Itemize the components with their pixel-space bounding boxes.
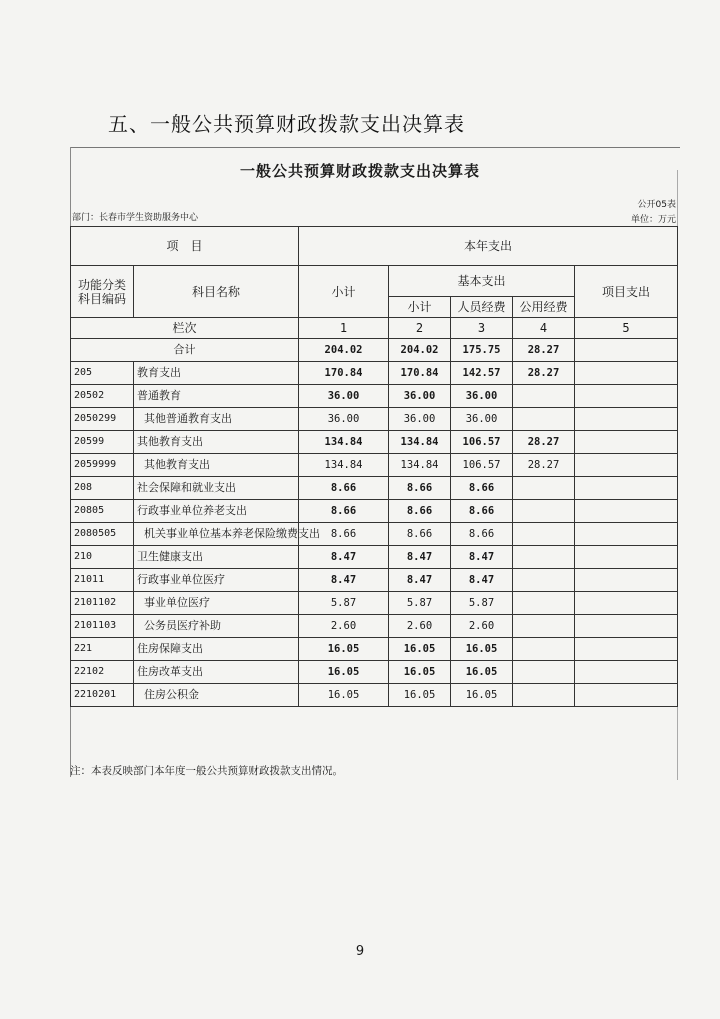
row-code: 21011: [71, 569, 134, 592]
row-value: 134.84: [299, 431, 389, 454]
row-code: 221: [71, 638, 134, 661]
header-item: 项 目: [71, 227, 299, 266]
row-value: 8.66: [451, 477, 513, 500]
table-row: [71, 661, 678, 684]
row-value: [575, 408, 678, 431]
unit-label: 单位：万元: [630, 215, 676, 225]
row-value: [513, 638, 575, 661]
row-value: 36.00: [451, 408, 513, 431]
table-row: [71, 385, 678, 408]
row-value: 36.00: [389, 408, 451, 431]
row-name: 事业单位医疗: [134, 592, 299, 615]
row-code: 205: [71, 362, 134, 385]
row-value: 28.27: [513, 362, 575, 385]
row-value: 142.57: [451, 362, 513, 385]
row-value: 8.66: [389, 500, 451, 523]
table-row: [71, 546, 678, 569]
table-row: [71, 362, 678, 385]
row-name: 卫生健康支出: [134, 546, 299, 569]
department-label: 部门：长春市学生资助服务中心: [72, 213, 199, 223]
total-value: [575, 339, 678, 362]
row-name: 行政事业单位医疗: [134, 569, 299, 592]
table-row: [71, 615, 678, 638]
row-value: [513, 523, 575, 546]
total-value: 204.02: [299, 339, 389, 362]
row-value: 16.05: [389, 684, 451, 707]
table-row: [71, 684, 678, 707]
row-value: 134.84: [389, 454, 451, 477]
row-value: 5.87: [451, 592, 513, 615]
row-value: [575, 661, 678, 684]
row-value: 2.60: [299, 615, 389, 638]
row-value: [575, 569, 678, 592]
row-value: 16.05: [451, 684, 513, 707]
row-code: 2080505: [71, 523, 134, 546]
table-title: 一般公共预算财政拨款支出决算表: [239, 162, 480, 180]
row-value: 106.57: [451, 431, 513, 454]
row-value: 16.05: [451, 661, 513, 684]
row-name: 其他教育支出: [134, 454, 299, 477]
table-row: [71, 592, 678, 615]
budget-table: [70, 226, 678, 707]
row-value: [575, 684, 678, 707]
row-value: 134.84: [389, 431, 451, 454]
row-value: [575, 477, 678, 500]
row-code: 20805: [71, 500, 134, 523]
row-name: 住房保障支出: [134, 638, 299, 661]
row-value: 8.66: [299, 523, 389, 546]
col-number: 4: [513, 318, 575, 339]
col-number: 5: [575, 318, 678, 339]
header-public: 公用经费: [513, 297, 575, 318]
row-value: 8.66: [299, 477, 389, 500]
row-value: [513, 477, 575, 500]
row-value: 16.05: [299, 684, 389, 707]
row-value: 16.05: [389, 661, 451, 684]
row-value: [575, 615, 678, 638]
table-note: 注：本表反映部门本年度一般公共预算财政拨款支出情况。: [70, 765, 343, 777]
row-value: 36.00: [299, 385, 389, 408]
row-value: [513, 661, 575, 684]
row-value: 170.84: [389, 362, 451, 385]
row-value: [513, 500, 575, 523]
row-value: 5.87: [299, 592, 389, 615]
table-row: [71, 523, 678, 546]
table-row: [71, 500, 678, 523]
row-name: 公务员医疗补助: [134, 615, 299, 638]
table-row: [71, 408, 678, 431]
row-name: 行政事业单位养老支出: [134, 500, 299, 523]
header-subtotal: 小计: [299, 266, 389, 318]
total-value: 204.02: [389, 339, 451, 362]
row-code: 20502: [71, 385, 134, 408]
row-value: 8.66: [451, 523, 513, 546]
total-value: 175.75: [451, 339, 513, 362]
total-row: [71, 339, 678, 362]
row-value: 2.60: [389, 615, 451, 638]
header-project: 项目支出: [575, 266, 678, 318]
col-number: 1: [299, 318, 389, 339]
header-func-code: 功能分类科目编码: [71, 266, 134, 318]
row-value: 8.66: [389, 523, 451, 546]
row-value: [575, 431, 678, 454]
header-subject-name: 科目名称: [134, 266, 299, 318]
row-value: [575, 385, 678, 408]
row-value: 134.84: [299, 454, 389, 477]
row-value: [513, 615, 575, 638]
header-basic: 基本支出: [389, 266, 575, 297]
row-value: 16.05: [451, 638, 513, 661]
row-value: [575, 500, 678, 523]
frame-top-border: [70, 147, 680, 148]
col-number: 3: [451, 318, 513, 339]
row-value: 36.00: [451, 385, 513, 408]
row-name: 教育支出: [134, 362, 299, 385]
table-row: [71, 638, 678, 661]
row-value: 8.47: [451, 569, 513, 592]
row-code: 208: [71, 477, 134, 500]
row-code: 2101102: [71, 592, 134, 615]
row-value: 16.05: [299, 661, 389, 684]
row-value: [513, 385, 575, 408]
col-number: 2: [389, 318, 451, 339]
table-row: [71, 454, 678, 477]
row-name: 其他普通教育支出: [134, 408, 299, 431]
row-value: [513, 546, 575, 569]
header-current-year: 本年支出: [299, 227, 678, 266]
row-value: 8.66: [451, 500, 513, 523]
row-value: [575, 592, 678, 615]
row-value: [513, 569, 575, 592]
row-code: 22102: [71, 661, 134, 684]
row-value: 8.47: [389, 546, 451, 569]
row-value: 28.27: [513, 454, 575, 477]
row-code: 2101103: [71, 615, 134, 638]
row-code: 2050299: [71, 408, 134, 431]
table-row: [71, 477, 678, 500]
row-code: 2059999: [71, 454, 134, 477]
row-value: 36.00: [299, 408, 389, 431]
row-code: 20599: [71, 431, 134, 454]
total-label: 合计: [71, 339, 299, 362]
page-number: 9: [355, 944, 365, 959]
row-value: 106.57: [451, 454, 513, 477]
header-basic-subtotal: 小计: [389, 297, 451, 318]
row-value: [513, 684, 575, 707]
row-value: 8.47: [299, 569, 389, 592]
section-title: 五、一般公共预算财政拨款支出决算表: [108, 112, 465, 136]
row-name: 住房改革支出: [134, 661, 299, 684]
table-row: [71, 431, 678, 454]
row-value: 8.66: [389, 477, 451, 500]
row-value: 36.00: [389, 385, 451, 408]
row-name: 其他教育支出: [134, 431, 299, 454]
row-value: 16.05: [299, 638, 389, 661]
row-name: 普通教育: [134, 385, 299, 408]
row-name: 机关事业单位基本养老保险缴费支出: [134, 523, 299, 546]
row-value: 8.66: [299, 500, 389, 523]
row-code: 210: [71, 546, 134, 569]
row-value: 2.60: [451, 615, 513, 638]
row-name: 社会保障和就业支出: [134, 477, 299, 500]
row-code: 2210201: [71, 684, 134, 707]
row-value: 8.47: [389, 569, 451, 592]
form-code: 公开05表: [637, 200, 676, 210]
row-value: [575, 523, 678, 546]
row-value: [513, 592, 575, 615]
row-value: [575, 454, 678, 477]
row-name: 住房公积金: [134, 684, 299, 707]
header-personnel: 人员经费: [451, 297, 513, 318]
column-label: 栏次: [71, 318, 299, 339]
row-value: 170.84: [299, 362, 389, 385]
row-value: 28.27: [513, 431, 575, 454]
row-value: [575, 362, 678, 385]
row-value: 8.47: [299, 546, 389, 569]
row-value: 5.87: [389, 592, 451, 615]
row-value: [513, 408, 575, 431]
table-row: [71, 569, 678, 592]
total-value: 28.27: [513, 339, 575, 362]
row-value: 16.05: [389, 638, 451, 661]
row-value: 8.47: [451, 546, 513, 569]
row-value: [575, 546, 678, 569]
row-value: [575, 638, 678, 661]
